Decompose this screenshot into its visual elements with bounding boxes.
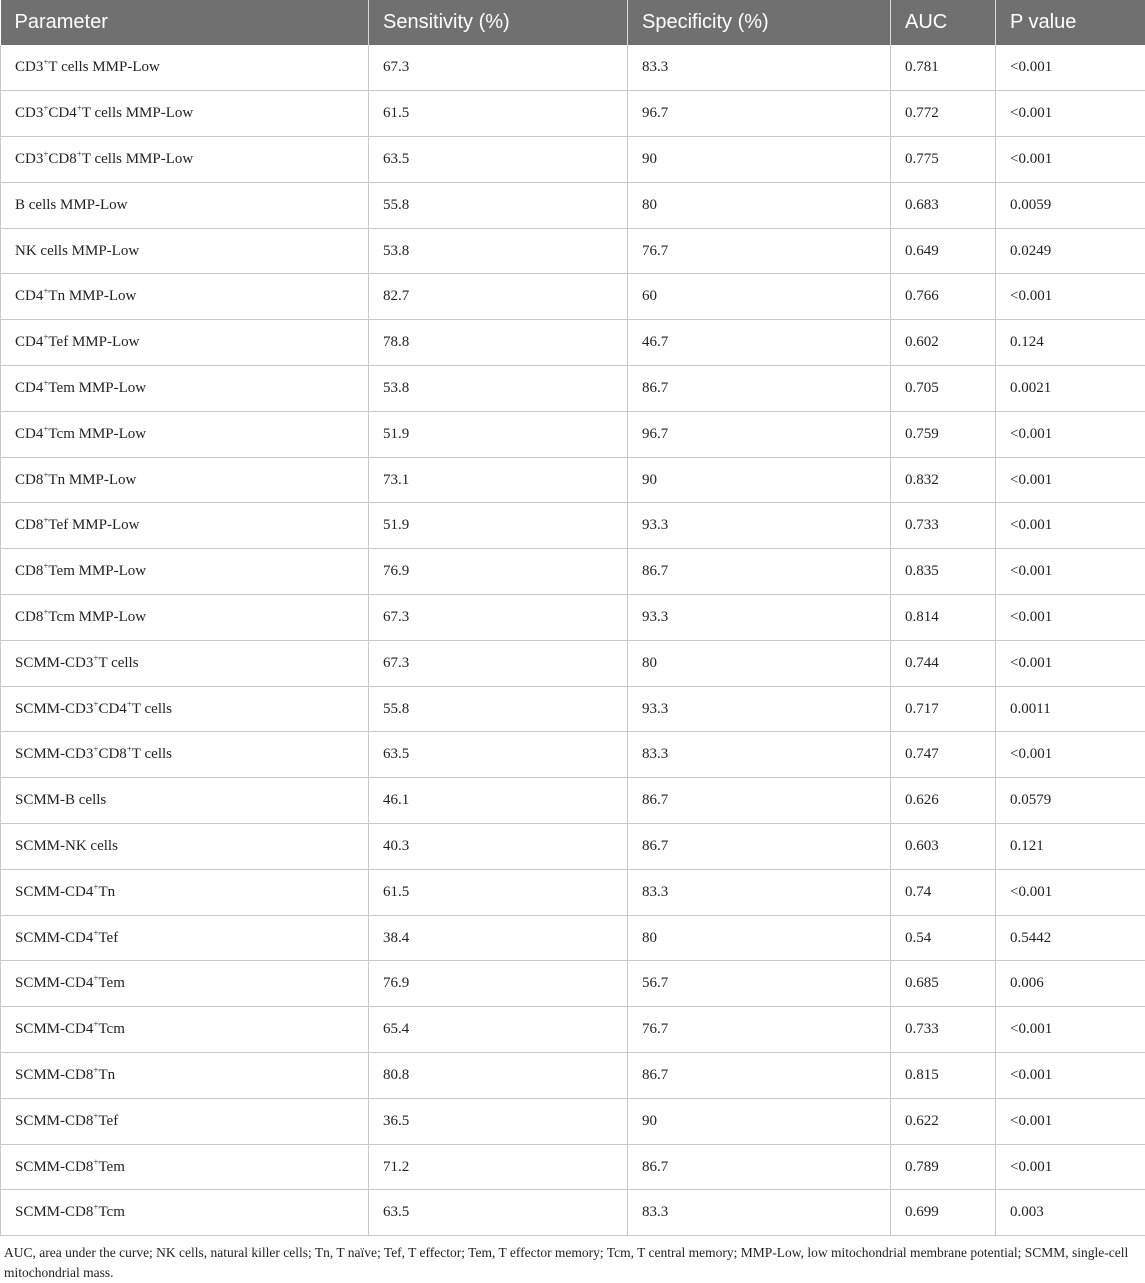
parameter-text: CD4 (15, 426, 43, 442)
cell-parameter (1, 1098, 369, 1144)
cell-specificity: 96.7 (628, 91, 891, 137)
cell-sensitivity: 51.9 (369, 503, 628, 549)
cell-auc: 0.835 (891, 549, 996, 595)
superscript-plus: + (93, 973, 98, 983)
cell-auc: 0.772 (891, 91, 996, 137)
cell-p-value: 0.0011 (996, 686, 1145, 732)
cell-parameter (1, 411, 369, 457)
cell-auc: 0.602 (891, 320, 996, 366)
table-row (1, 1053, 1145, 1099)
table-row (1, 91, 1145, 137)
superscript-plus: + (43, 607, 48, 617)
cell-specificity: 83.3 (628, 45, 891, 91)
parameter-text: Tem (98, 975, 124, 991)
cell-specificity: 86.7 (628, 824, 891, 870)
cell-parameter (1, 91, 369, 137)
cell-p-value: <0.001 (996, 45, 1145, 91)
parameter-text: T cells MMP-Low (82, 105, 193, 121)
superscript-plus: + (77, 103, 82, 113)
cell-sensitivity: 61.5 (369, 91, 628, 137)
cell-parameter (1, 915, 369, 961)
cell-auc: 0.766 (891, 274, 996, 320)
table-row (1, 137, 1145, 183)
cell-p-value: <0.001 (996, 732, 1145, 778)
parameter-text: Tn MMP-Low (48, 472, 136, 488)
cell-sensitivity: 76.9 (369, 549, 628, 595)
cell-parameter (1, 1007, 369, 1053)
cell-auc: 0.744 (891, 640, 996, 686)
parameter-text: CD8 (15, 517, 43, 533)
cell-parameter (1, 1144, 369, 1190)
header-p-value: P value (996, 0, 1145, 45)
cell-sensitivity: 38.4 (369, 915, 628, 961)
cell-parameter (1, 686, 369, 732)
cell-specificity: 86.7 (628, 366, 891, 412)
cell-p-value: 0.0021 (996, 366, 1145, 412)
cell-specificity: 76.7 (628, 228, 891, 274)
parameter-text: CD8 (48, 151, 76, 167)
cell-p-value: <0.001 (996, 274, 1145, 320)
cell-auc: 0.603 (891, 824, 996, 870)
cell-parameter (1, 228, 369, 274)
parameter-text: CD8 (15, 563, 43, 579)
cell-auc: 0.747 (891, 732, 996, 778)
cell-p-value: 0.0249 (996, 228, 1145, 274)
cell-sensitivity: 40.3 (369, 824, 628, 870)
table-row (1, 411, 1145, 457)
cell-parameter (1, 595, 369, 641)
cell-sensitivity: 63.5 (369, 732, 628, 778)
parameter-text: NK cells MMP-Low (15, 243, 139, 259)
cell-specificity: 80 (628, 640, 891, 686)
table-row (1, 961, 1145, 1007)
cell-p-value: <0.001 (996, 640, 1145, 686)
parameter-text: Tn (98, 1067, 115, 1083)
cell-sensitivity: 67.3 (369, 595, 628, 641)
cell-sensitivity: 73.1 (369, 457, 628, 503)
cell-sensitivity: 67.3 (369, 45, 628, 91)
cell-p-value: 0.006 (996, 961, 1145, 1007)
cell-sensitivity: 82.7 (369, 274, 628, 320)
superscript-plus: + (43, 378, 48, 388)
parameter-text: SCMM-CD4 (15, 884, 93, 900)
cell-specificity: 93.3 (628, 686, 891, 732)
cell-p-value: 0.0579 (996, 778, 1145, 824)
parameter-text: CD4 (98, 701, 126, 717)
parameter-text: Tem MMP-Low (48, 380, 146, 396)
table-row (1, 274, 1145, 320)
cell-p-value: <0.001 (996, 411, 1145, 457)
cell-sensitivity: 67.3 (369, 640, 628, 686)
superscript-plus: + (93, 1019, 98, 1029)
cell-parameter (1, 549, 369, 595)
cell-parameter (1, 732, 369, 778)
parameter-text: CD8 (98, 746, 126, 762)
cell-parameter (1, 182, 369, 228)
parameter-text: Tcm MMP-Low (48, 426, 146, 442)
cell-p-value: <0.001 (996, 1144, 1145, 1190)
cell-specificity: 56.7 (628, 961, 891, 1007)
cell-p-value: <0.001 (996, 91, 1145, 137)
table-row (1, 366, 1145, 412)
parameter-text: T cells (98, 655, 138, 671)
parameter-text: T cells MMP-Low (48, 59, 159, 75)
cell-p-value: <0.001 (996, 549, 1145, 595)
superscript-plus: + (93, 1065, 98, 1075)
superscript-plus: + (127, 744, 132, 754)
cell-sensitivity: 46.1 (369, 778, 628, 824)
cell-sensitivity: 78.8 (369, 320, 628, 366)
superscript-plus: + (43, 103, 48, 113)
table-row (1, 824, 1145, 870)
parameter-text: CD4 (15, 288, 43, 304)
table-row (1, 503, 1145, 549)
cell-sensitivity: 53.8 (369, 366, 628, 412)
cell-p-value: <0.001 (996, 869, 1145, 915)
cell-p-value: <0.001 (996, 503, 1145, 549)
cell-parameter (1, 824, 369, 870)
parameter-text: CD3 (15, 59, 43, 75)
cell-auc: 0.815 (891, 1053, 996, 1099)
superscript-plus: + (43, 424, 48, 434)
table-row (1, 732, 1145, 778)
cell-auc: 0.759 (891, 411, 996, 457)
cell-specificity: 93.3 (628, 503, 891, 549)
parameter-text: CD8 (15, 472, 43, 488)
cell-sensitivity: 80.8 (369, 1053, 628, 1099)
cell-auc: 0.74 (891, 869, 996, 915)
cell-p-value: 0.003 (996, 1190, 1145, 1236)
cell-sensitivity: 61.5 (369, 869, 628, 915)
table-row (1, 549, 1145, 595)
table-row (1, 457, 1145, 503)
parameter-text: Tcm (98, 1204, 124, 1220)
superscript-plus: + (43, 286, 48, 296)
cell-auc: 0.733 (891, 1007, 996, 1053)
cell-sensitivity: 55.8 (369, 686, 628, 732)
cell-parameter (1, 1053, 369, 1099)
cell-parameter (1, 503, 369, 549)
cell-parameter (1, 274, 369, 320)
cell-specificity: 90 (628, 1098, 891, 1144)
superscript-plus: + (93, 1202, 98, 1212)
cell-specificity: 80 (628, 182, 891, 228)
parameter-text: B cells MMP-Low (15, 197, 128, 213)
cell-auc: 0.54 (891, 915, 996, 961)
cell-sensitivity: 71.2 (369, 1144, 628, 1190)
parameter-text: SCMM-CD8 (15, 1159, 93, 1175)
cell-specificity: 86.7 (628, 1053, 891, 1099)
parameter-text: Tcm (98, 1021, 124, 1037)
table-body (1, 45, 1145, 1236)
cell-sensitivity: 51.9 (369, 411, 628, 457)
cell-specificity: 86.7 (628, 778, 891, 824)
table-row (1, 182, 1145, 228)
parameter-text: SCMM-CD8 (15, 1204, 93, 1220)
header-row (1, 0, 1145, 45)
table-footnote: AUC, area under the curve; NK cells, natural killer cells; Tn, T naïve; Tef, T effector; Tem, T effector memory; Tcm, T central memory; MMP-Low, low mitochondrial membrane potential; SCMM, single-cell mitochondrial mass. (0, 1236, 1145, 1283)
superscript-plus: + (43, 515, 48, 525)
cell-auc: 0.683 (891, 182, 996, 228)
parameter-text: Tef MMP-Low (48, 517, 139, 533)
cell-sensitivity: 55.8 (369, 182, 628, 228)
cell-auc: 0.622 (891, 1098, 996, 1144)
parameter-text: CD4 (15, 380, 43, 396)
cell-p-value: <0.001 (996, 457, 1145, 503)
cell-parameter (1, 320, 369, 366)
cell-parameter (1, 869, 369, 915)
parameter-text: CD4 (15, 334, 43, 350)
table-row (1, 1144, 1145, 1190)
cell-parameter (1, 137, 369, 183)
cell-p-value: 0.0059 (996, 182, 1145, 228)
header-sensitivity: Sensitivity (%) (369, 0, 628, 45)
parameter-text: Tef (98, 1113, 118, 1129)
header-parameter: Parameter (1, 0, 369, 45)
cell-specificity: 76.7 (628, 1007, 891, 1053)
cell-p-value: <0.001 (996, 1007, 1145, 1053)
superscript-plus: + (77, 149, 82, 159)
cell-auc: 0.781 (891, 45, 996, 91)
parameter-text: Tef MMP-Low (48, 334, 139, 350)
cell-auc: 0.775 (891, 137, 996, 183)
cell-sensitivity: 76.9 (369, 961, 628, 1007)
superscript-plus: + (93, 928, 98, 938)
parameter-text: CD8 (15, 609, 43, 625)
cell-sensitivity: 65.4 (369, 1007, 628, 1053)
cell-auc: 0.733 (891, 503, 996, 549)
parameter-text: SCMM-CD8 (15, 1067, 93, 1083)
superscript-plus: + (43, 561, 48, 571)
cell-sensitivity: 36.5 (369, 1098, 628, 1144)
cell-specificity: 80 (628, 915, 891, 961)
parameter-text: Tef (98, 930, 118, 946)
superscript-plus: + (127, 699, 132, 709)
cell-specificity: 86.7 (628, 549, 891, 595)
cell-parameter (1, 366, 369, 412)
cell-specificity: 93.3 (628, 595, 891, 641)
table-row (1, 686, 1145, 732)
cell-sensitivity: 63.5 (369, 137, 628, 183)
cell-p-value: <0.001 (996, 1098, 1145, 1144)
parameter-text: Tn (98, 884, 115, 900)
parameter-text: T cells (132, 746, 172, 762)
cell-specificity: 46.7 (628, 320, 891, 366)
superscript-plus: + (93, 1157, 98, 1167)
cell-specificity: 96.7 (628, 411, 891, 457)
table-row (1, 595, 1145, 641)
parameter-text: SCMM-CD3 (15, 746, 93, 762)
cell-auc: 0.685 (891, 961, 996, 1007)
table-row (1, 640, 1145, 686)
parameter-text: CD4 (48, 105, 76, 121)
cell-auc: 0.705 (891, 366, 996, 412)
superscript-plus: + (93, 699, 98, 709)
cell-specificity: 83.3 (628, 732, 891, 778)
parameter-text: SCMM-NK cells (15, 838, 118, 854)
parameter-text: CD3 (15, 151, 43, 167)
cell-auc: 0.814 (891, 595, 996, 641)
parameter-text: T cells (132, 701, 172, 717)
cell-p-value: <0.001 (996, 595, 1145, 641)
header-auc: AUC (891, 0, 996, 45)
parameter-text: SCMM-CD3 (15, 655, 93, 671)
cell-specificity: 86.7 (628, 1144, 891, 1190)
cell-specificity: 90 (628, 457, 891, 503)
parameter-text: CD3 (15, 105, 43, 121)
parameter-text: SCMM-CD3 (15, 701, 93, 717)
cell-auc: 0.789 (891, 1144, 996, 1190)
superscript-plus: + (93, 882, 98, 892)
parameter-text: Tem MMP-Low (48, 563, 146, 579)
table-row (1, 228, 1145, 274)
cell-auc: 0.699 (891, 1190, 996, 1236)
parameter-text: Tn MMP-Low (48, 288, 136, 304)
cell-auc: 0.626 (891, 778, 996, 824)
superscript-plus: + (93, 653, 98, 663)
cell-p-value: 0.121 (996, 824, 1145, 870)
table-row (1, 45, 1145, 91)
cell-auc: 0.649 (891, 228, 996, 274)
cell-parameter (1, 640, 369, 686)
table-header (1, 0, 1145, 45)
table-row (1, 320, 1145, 366)
cell-p-value: <0.001 (996, 1053, 1145, 1099)
cell-auc: 0.832 (891, 457, 996, 503)
parameter-text: Tem (98, 1159, 124, 1175)
cell-sensitivity: 63.5 (369, 1190, 628, 1236)
cell-specificity: 60 (628, 274, 891, 320)
table-row (1, 778, 1145, 824)
table-row (1, 1190, 1145, 1236)
parameter-text: SCMM-CD4 (15, 975, 93, 991)
parameter-text: SCMM-B cells (15, 792, 106, 808)
cell-specificity: 83.3 (628, 1190, 891, 1236)
cell-sensitivity: 53.8 (369, 228, 628, 274)
superscript-plus: + (43, 149, 48, 159)
table-row (1, 915, 1145, 961)
superscript-plus: + (43, 332, 48, 342)
parameter-text: T cells MMP-Low (82, 151, 193, 167)
cell-parameter (1, 457, 369, 503)
parameter-text: SCMM-CD4 (15, 1021, 93, 1037)
superscript-plus: + (93, 744, 98, 754)
table-row (1, 869, 1145, 915)
cell-specificity: 90 (628, 137, 891, 183)
table-row (1, 1007, 1145, 1053)
superscript-plus: + (43, 57, 48, 67)
parameter-text: Tcm MMP-Low (48, 609, 146, 625)
superscript-plus: + (93, 1111, 98, 1121)
cell-parameter (1, 45, 369, 91)
cell-auc: 0.717 (891, 686, 996, 732)
table-row (1, 1098, 1145, 1144)
cell-parameter (1, 1190, 369, 1236)
cell-parameter (1, 961, 369, 1007)
parameter-text: SCMM-CD4 (15, 930, 93, 946)
cell-parameter (1, 778, 369, 824)
parameter-text: SCMM-CD8 (15, 1113, 93, 1129)
cell-p-value: 0.5442 (996, 915, 1145, 961)
cell-p-value: 0.124 (996, 320, 1145, 366)
header-specificity: Specificity (%) (628, 0, 891, 45)
cell-p-value: <0.001 (996, 137, 1145, 183)
cell-specificity: 83.3 (628, 869, 891, 915)
superscript-plus: + (43, 470, 48, 480)
